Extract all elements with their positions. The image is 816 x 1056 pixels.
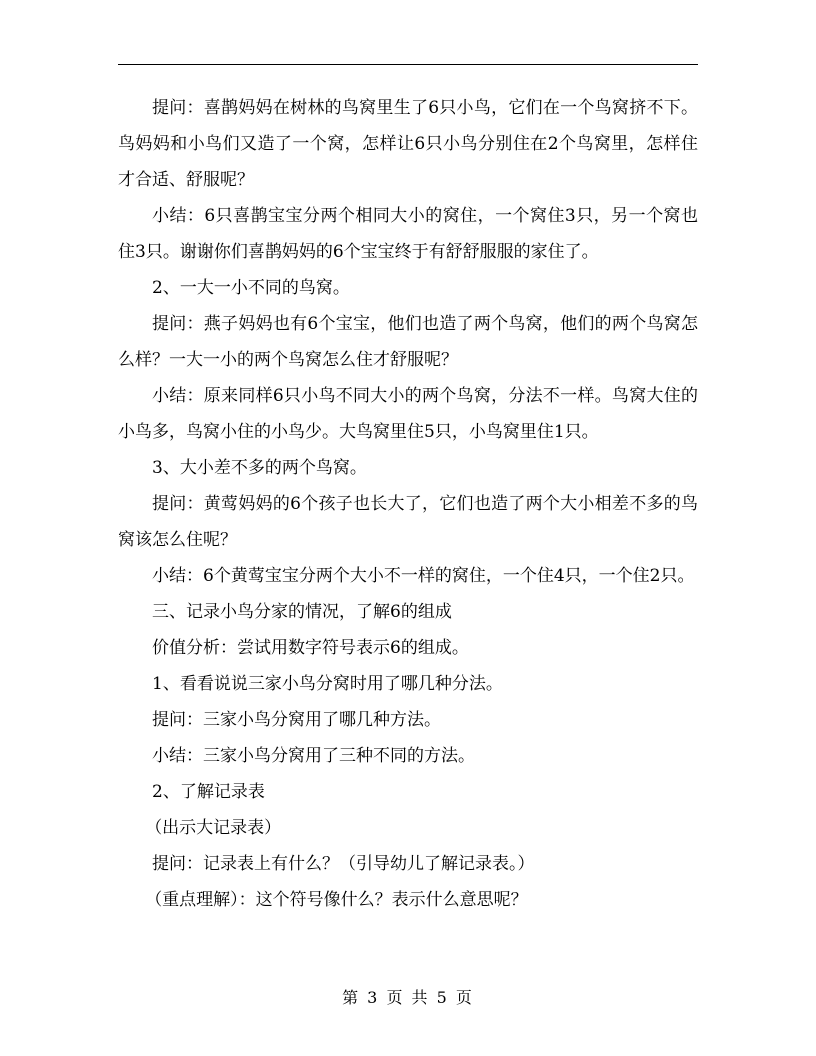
document-body — [118, 90, 698, 918]
header-rule — [118, 64, 698, 65]
paragraph-section-three: 三、记录小鸟分家的情况，了解6的组成 — [152, 602, 452, 622]
paragraph-key-understanding: （重点理解）：这个符号像什么？表示什么意思呢？ — [145, 890, 528, 910]
paragraph-question-magpie: 提问：喜鹊妈妈在树林的鸟窝里生了6只小鸟，它们在一个鸟窝挤不下。鸟妈妈和小鸟们又造了一个窝，怎样让6只小鸟分别住在2个鸟窝里，怎样住才合适、舒服呢？ — [118, 98, 698, 190]
paragraph-heading-big-small-nest: 2、一大一小不同的鸟窝。 — [152, 278, 350, 298]
paragraph-summary-methods: 小结：三家小鸟分窝用了三种不同的方法。 — [152, 746, 475, 766]
paragraph-question-oriole: 提问：黄莺妈妈的6个孩子也长大了，它们也造了两个大小相差不多的鸟窝该怎么住呢？ — [118, 494, 698, 550]
paragraph-summary-oriole: 小结：6个黄莺宝宝分两个大小不一样的窝住，一个住4只，一个住2只。 — [152, 566, 695, 586]
paragraph-heading-similar-nest: 3、大小差不多的两个鸟窝。 — [152, 458, 367, 478]
paragraph-question-methods: 提问：三家小鸟分窝用了哪几种方法。 — [152, 710, 441, 730]
paragraph-step-two: 2、了解记录表 — [152, 782, 265, 802]
paragraph-summary-swallow: 小结：原来同样6只小鸟不同大小的两个鸟窝，分法不一样。鸟窝大住的小鸟多，鸟窝小住的小鸟少。大鸟窝里住5只，小鸟窝里住1只。 — [118, 386, 698, 442]
paragraph-question-record-table: 提问：记录表上有什么？（引导幼儿了解记录表。） — [152, 854, 535, 874]
paragraph-value-analysis: 价值分析：尝试用数字符号表示6的组成。 — [152, 638, 469, 658]
paragraph-step-one: 1、看看说说三家小鸟分窝时用了哪几种分法。 — [152, 674, 503, 694]
paragraph-show-record-table: （出示大记录表） — [145, 818, 282, 838]
paragraph-question-swallow: 提问：燕子妈妈也有6个宝宝，他们也造了两个鸟窝，他们的两个鸟窝怎么样？一大一小的两个鸟窝怎么住才舒服呢？ — [118, 314, 698, 370]
paragraph-summary-magpie: 小结：6只喜鹊宝宝分两个相同大小的窝住，一个窝住3只，另一个窝也住3只。谢谢你们喜鹊妈妈的6个宝宝终于有舒舒服服的家住了。 — [118, 206, 698, 262]
page-number-footer: 第 3 页 共 5 页 — [342, 988, 474, 1007]
